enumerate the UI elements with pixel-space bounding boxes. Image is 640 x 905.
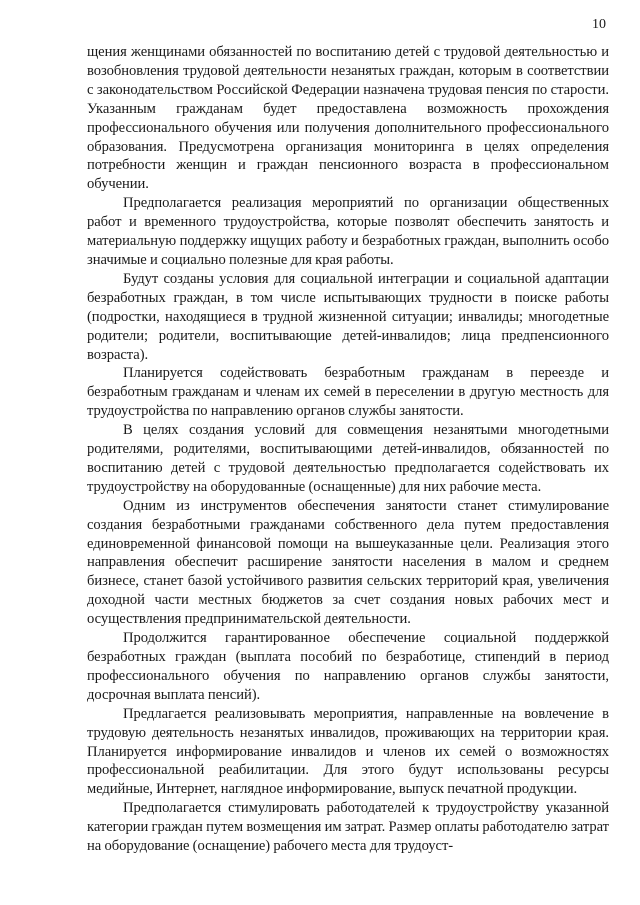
paragraph-public-works: Предполагается реализация мероприятий по организации общественных работ и временного трудоустройства, которые позволят обеспечить занятость и материальную поддержку ищущих работу и безработных граждан, выполнить особо значимые и социально полезные для края работы. bbox=[87, 195, 609, 268]
paragraph-disabled-employment: Предлагается реализовывать мероприятия, направленные на вовлечение в трудовую деятельность незанятых инвалидов, проживающих на территории края. Планируется информирование инвалидов и членов их семей о возможностях профессиональной реабилитации. Для этого будут использованы ресурсы медийные, Интернет, наглядное информирование, выпуск печатной продукции. bbox=[87, 705, 609, 798]
paragraph-self-employment: Одним из инструментов обеспечения занятости станет стимулирование создания безработными гражданами собственного дела путем предоставления единовременной финансовой помощи на вышеуказанные цели. Реализация этого направления обеспечит расширение занятости населения в малом и среднем бизнесе, станет базой устойчивого развития сельских территорий края, увеличения доходной части местных бюджетов за счет создания новых рабочих мест и осуществления предпринимательской деятельности. bbox=[87, 497, 609, 628]
paragraph-social-integration: Будут созданы условия для социальной интеграции и социальной адаптации безработных граждан, в том числе испытывающих трудности в поиске работы (подростки, находящиеся в трудной жизненной ситуации; инвалиды; многодетные родители; родители, воспитывающие детей-инвалидов; лица предпенсионного возраста). bbox=[87, 270, 609, 363]
paragraph-workplaces-for-parents: В целях создания условий для совмещения незанятыми многодетными родителями, родителями, воспитывающими детей-инвалидов, обязанностей по воспитанию детей с трудовой деятельностью предполагается содействовать их трудоустройству на оборудованные (оснащенные) для них рабочие места. bbox=[87, 422, 609, 495]
page-number: 10 bbox=[592, 17, 606, 32]
paragraph-relocation: Планируется содействовать безработным гражданам в переезде и безработным гражданам и членам их семей в переселении в другую местность для трудоустройства по направлению органов службы занятости. bbox=[87, 365, 609, 420]
paragraph-employer-incentives: Предполагается стимулировать работодателей к трудоустройству указанной категории граждан путем возмещения им затрат. Размер оплаты работодателю затрат на оборудование (оснащение) рабочего места для трудоуст- bbox=[87, 800, 609, 855]
paragraph-continuation: щения женщинами обязанностей по воспитанию детей с трудовой деятельностью и возобновления трудовой деятельности незанятых граждан, которым в соответствии с законодательством Российской Федерации назначена трудовая пенсия по старости. Указанным гражданам будет предоставлена возможность прохождения профессионального обучения или получения дополнительного профессионального образования. Предусмотрена организация мониторинга в целях определения потребности женщин и граждан пенсионного возраста в профессиональном обучении. bbox=[87, 44, 609, 193]
body-text bbox=[87, 43, 609, 856]
paragraph-social-support: Продолжится гарантированное обеспечение социальной поддержкой безработных граждан (выплата пособий по безработице, стипендий в период профессионального обучения по направлению органов службы занятости, досрочная выплата пенсий). bbox=[87, 630, 609, 703]
